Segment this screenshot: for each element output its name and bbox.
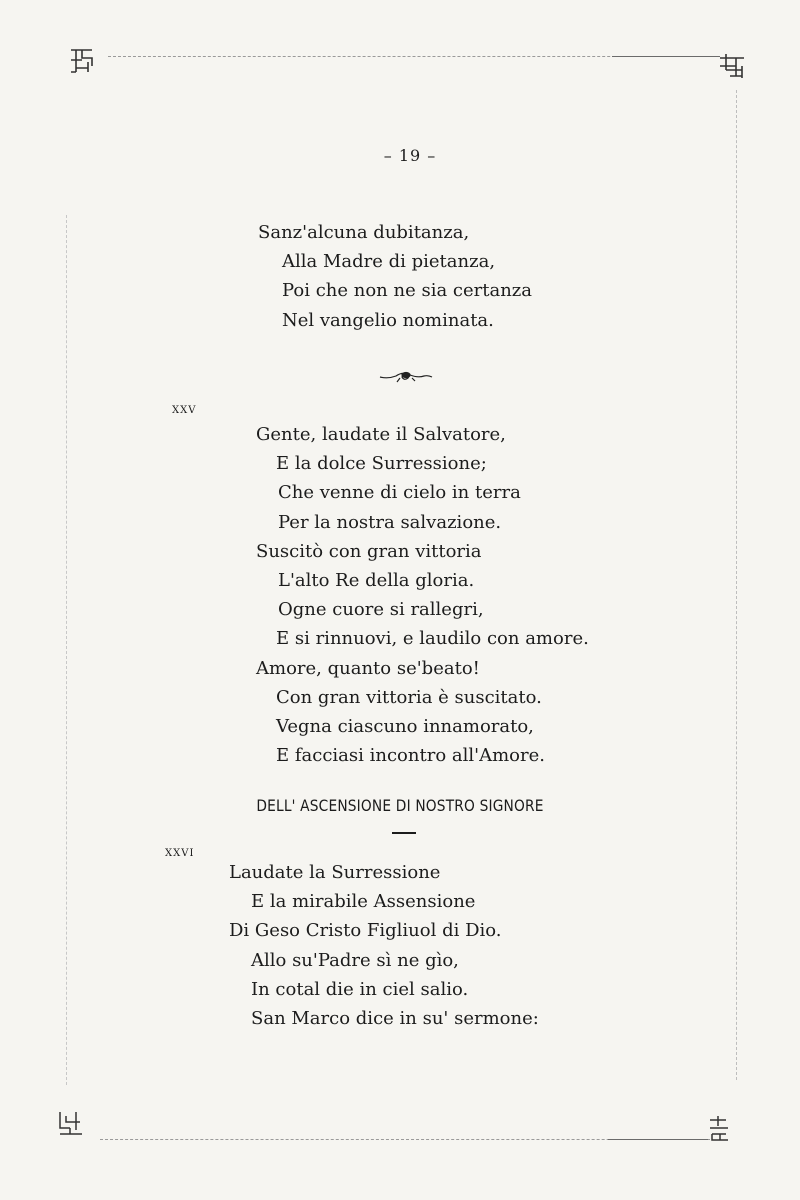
frame-right-line bbox=[736, 90, 737, 1080]
laud-xxvi bbox=[229, 858, 539, 1033]
verse-line: In cotal die in ciel salio. bbox=[251, 978, 469, 1000]
verse-line: E la mirabile Assensione bbox=[251, 891, 476, 913]
section-numeral: XXVI bbox=[165, 848, 195, 859]
verse-line: Ogne cuore si rallegri, bbox=[278, 599, 484, 621]
verse-line: E la dolce Surressione; bbox=[276, 453, 487, 475]
laud-xxv bbox=[256, 420, 589, 770]
verse-line: Allo su'Padre sì ne gìo, bbox=[251, 949, 459, 971]
verse-line: Alla Madre di pietanza, bbox=[282, 251, 496, 273]
verse-line: E facciasi incontro all'Amore. bbox=[276, 745, 545, 767]
verse-line: Amore, quanto se'beato! bbox=[256, 657, 480, 679]
verse-line: Gente, laudate il Salvatore, bbox=[256, 424, 506, 445]
verse-line: Sanz'alcuna dubitanza, bbox=[258, 222, 470, 243]
verse-line: Suscitò con gran vittoria bbox=[256, 540, 482, 562]
verse-line: Laudate la Surressione bbox=[229, 862, 441, 883]
corner-ornament-top-right-icon bbox=[718, 52, 746, 82]
verse-line: Con gran vittoria è suscitato. bbox=[276, 686, 542, 708]
verse-line: Nel vangelio nominata. bbox=[282, 309, 494, 331]
verse-line: L'alto Re della gloria. bbox=[278, 569, 475, 591]
page-number: – 19 – bbox=[383, 146, 437, 165]
corner-ornament-bottom-right-icon bbox=[706, 1114, 732, 1144]
frame-left-line bbox=[66, 215, 67, 1085]
verse-line: Vegna ciascuno innamorato, bbox=[276, 715, 534, 737]
verse-line: E si rinnuovi, e laudilo con amore. bbox=[276, 628, 589, 650]
verse-line: San Marco dice in su' sermone: bbox=[251, 1007, 539, 1029]
verse-line: Che venne di cielo in terra bbox=[278, 482, 521, 504]
verse-line: Per la nostra salvazione. bbox=[278, 511, 502, 533]
heading-rule bbox=[392, 832, 416, 834]
verse-line: Di Geso Cristo Figliuol di Dio. bbox=[229, 920, 502, 942]
frame-top-rule bbox=[612, 56, 720, 57]
corner-ornament-top-left-icon bbox=[68, 46, 96, 76]
stanza-continuation bbox=[258, 218, 532, 335]
frame-bottom-rule bbox=[608, 1139, 708, 1140]
corner-ornament-bottom-left-icon bbox=[56, 1108, 86, 1138]
verse-line: Poi che non ne sia certanza bbox=[282, 280, 533, 302]
flourish-divider-icon bbox=[378, 368, 434, 388]
section-heading: DELL' ASCENSIONE DI NOSTRO SIGNORE bbox=[256, 796, 544, 815]
section-numeral: XXV bbox=[172, 405, 197, 416]
